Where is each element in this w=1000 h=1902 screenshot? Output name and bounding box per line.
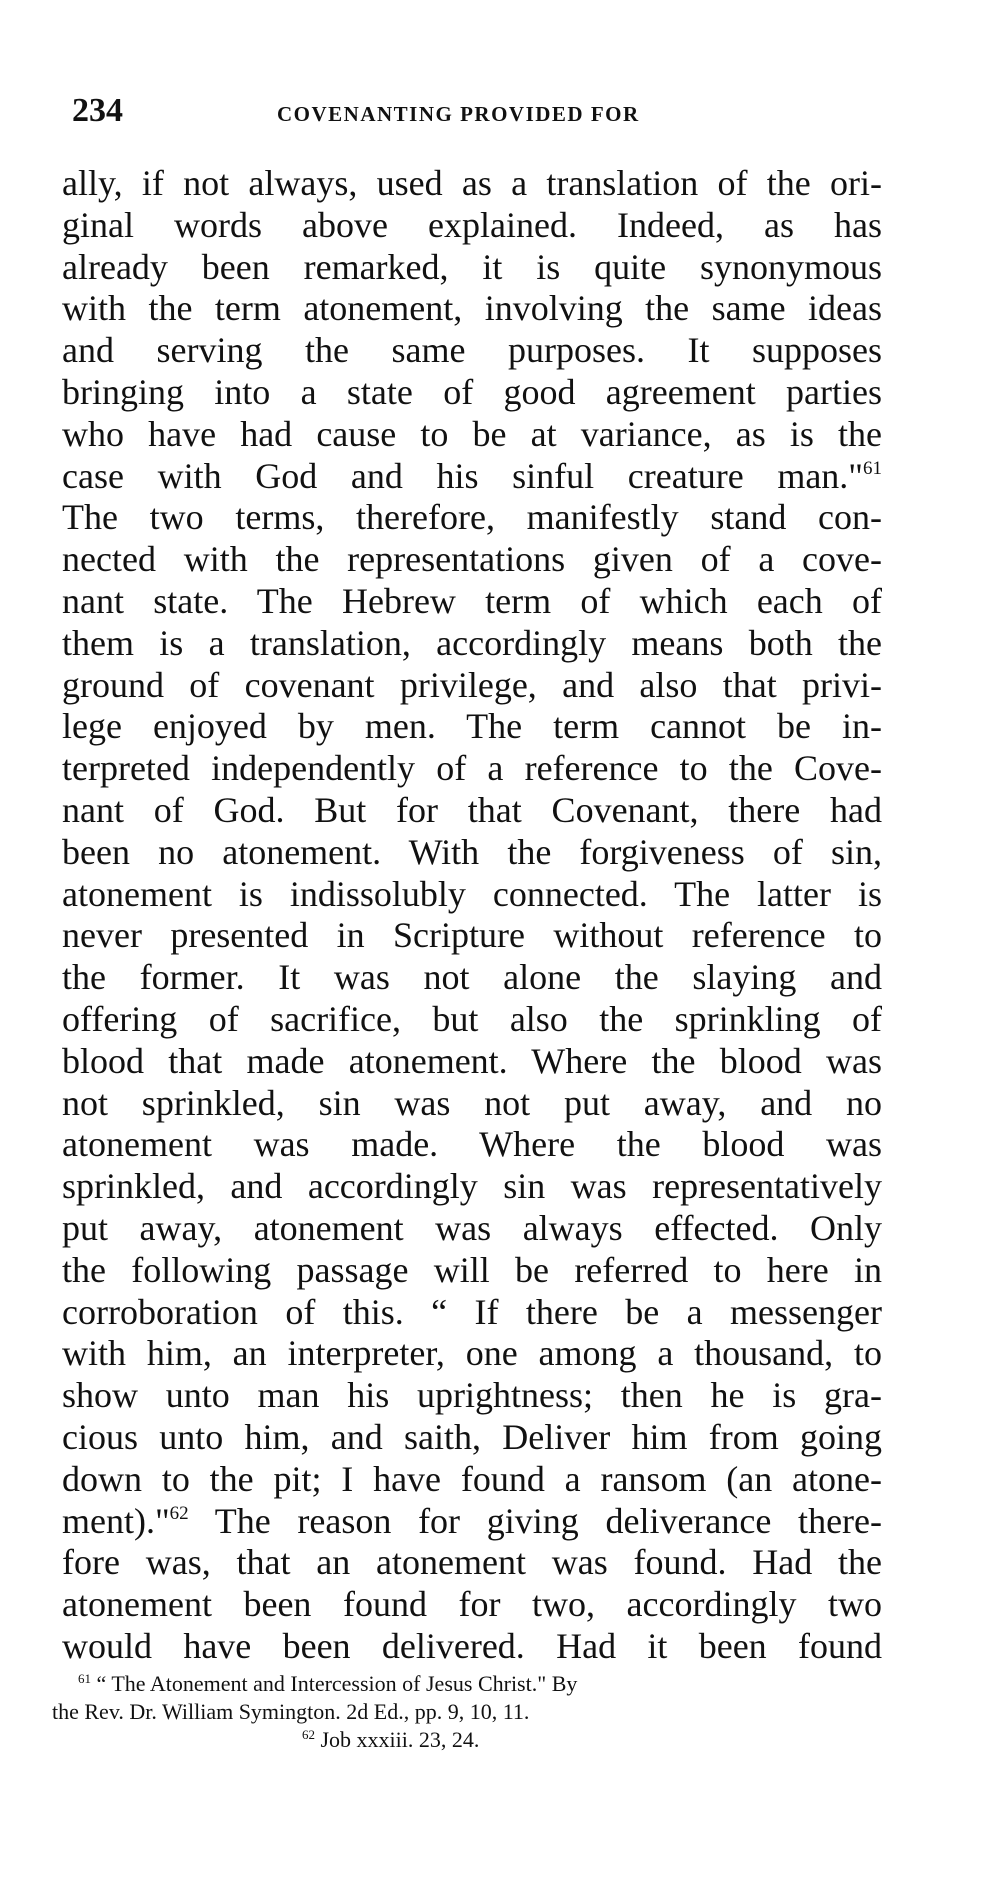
line-text: show unto man his uprightness; then he is gra-: [62, 1375, 882, 1416]
text-line: [62, 623, 882, 665]
line-text: nant of God. But for that Covenant, there had: [62, 789, 882, 830]
text-line: [62, 205, 882, 247]
text-line: [62, 1166, 882, 1208]
text-line: [62, 1041, 882, 1083]
line-text: down to the pit; I have found a ransom (an atone-: [62, 1458, 882, 1499]
line-text: ginal words above explained. Indeed, as has: [62, 204, 882, 245]
text-line: [62, 915, 882, 957]
line-text: cious unto him, and saith, Deliver him from going: [62, 1416, 882, 1457]
text-line: [62, 748, 882, 790]
running-head: COVENANTING PROVIDED FOR: [277, 102, 640, 126]
text-line: [62, 999, 882, 1041]
text-line: [62, 539, 882, 581]
line-text: fore was, that an atonement was found. Had the: [62, 1542, 882, 1583]
line-text: would have been delivered. Had it been found: [62, 1625, 882, 1666]
text-line: [62, 957, 882, 999]
page-number: 234: [72, 92, 123, 129]
text-line: [62, 581, 882, 623]
text-line: [62, 163, 882, 205]
text-line: [62, 665, 882, 707]
line-text: atonement was made. Where the blood was: [62, 1124, 882, 1165]
line-text: nected with the representations given of a cove-: [62, 539, 882, 580]
line-text: ground of covenant privilege, and also that privi-: [62, 664, 882, 705]
text-line: [62, 1542, 882, 1584]
line-text: nant state. The Hebrew term of which each of: [62, 580, 882, 621]
footnote-61: [52, 1670, 892, 1698]
line-text: with the term atonement, involving the same ideas: [62, 288, 882, 329]
footnote-62-text: Job xxxiii. 23, 24.: [320, 1727, 480, 1752]
text-line: [62, 497, 882, 539]
line-text: the former. It was not alone the slaying and: [62, 957, 882, 998]
text-line: [62, 414, 882, 456]
text-line: [62, 1333, 882, 1375]
footnote-reference: 62: [169, 1502, 189, 1524]
line-text: The two terms, therefore, manifestly stand con-: [62, 497, 882, 538]
line-text: been no atonement. With the forgiveness of sin,: [62, 831, 882, 872]
line-text: who have had cause to be at variance, as is the: [62, 413, 882, 454]
body-text: [62, 163, 882, 1668]
line-text: never presented in Scripture without reference to: [62, 915, 882, 956]
line-text: with him, an interpreter, one among a thousand, to: [62, 1333, 882, 1374]
text-line: [62, 372, 882, 414]
line-text: atonement is indissolubly connected. The latter is: [62, 873, 882, 914]
line-text: blood that made atonement. Where the blood was: [62, 1040, 882, 1081]
line-text: offering of sacrifice, but also the sprinkling of: [62, 998, 882, 1039]
line-text: not sprinkled, sin was not put away, and no: [62, 1082, 882, 1123]
text-line: [62, 1292, 882, 1334]
line-text: them is a translation, accordingly means both the: [62, 622, 882, 663]
text-line: [62, 1083, 882, 1125]
line-text-continued: The reason for giving deliverance there-: [188, 1500, 882, 1541]
line-text: already been remarked, it is quite synonymous: [62, 246, 882, 287]
line-text: put away, atonement was always effected. Only: [62, 1207, 882, 1248]
footnote-61-continued: the Rev. Dr. William Symington. 2d Ed., pp. 9, 10, 11.: [52, 1699, 530, 1724]
text-line: [62, 1208, 882, 1250]
line-text: ally, if not always, used as a translation of the ori-: [62, 163, 882, 203]
line-text: terpreted independently of a reference to the Cove-: [62, 748, 882, 789]
text-line: [62, 790, 882, 832]
line-text: ment).": [62, 1500, 170, 1541]
footnote-62: [52, 1726, 892, 1754]
page-header: [72, 92, 892, 132]
text-line: [62, 1459, 882, 1501]
footnote-reference: 61: [863, 457, 882, 479]
line-text: bringing into a state of good agreement parties: [62, 371, 882, 412]
text-line: [62, 1250, 882, 1292]
text-line: [62, 456, 882, 498]
line-text: and serving the same purposes. It supposes: [62, 330, 882, 371]
line-text: case with God and his sinful creature man.": [62, 455, 863, 496]
text-line: [62, 1417, 882, 1459]
footnote-marker-62: 62: [302, 1727, 315, 1742]
footnote-61-line-1: “ The Atonement and Intercession of Jesus Christ." By: [96, 1671, 578, 1696]
text-line: [62, 330, 882, 372]
text-line: [62, 1375, 882, 1417]
line-text: sprinkled, and accordingly sin was representatively: [62, 1166, 882, 1207]
line-text: atonement been found for two, accordingly two: [62, 1584, 882, 1625]
text-line: [62, 706, 882, 748]
text-line: [62, 1626, 882, 1668]
text-line: [62, 874, 882, 916]
line-text: the following passage will be referred to here in: [62, 1249, 882, 1290]
line-text: lege enjoyed by men. The term cannot be in-: [62, 706, 882, 747]
footnotes: [52, 1670, 892, 1754]
text-line: [62, 1124, 882, 1166]
line-text: corroboration of this. “ If there be a messenger: [62, 1291, 882, 1332]
text-line: [62, 247, 882, 289]
text-line: [62, 1584, 882, 1626]
footnote-marker-61: 61: [78, 1671, 91, 1686]
text-line: [62, 288, 882, 330]
text-line: [62, 832, 882, 874]
text-line: [62, 1501, 882, 1543]
